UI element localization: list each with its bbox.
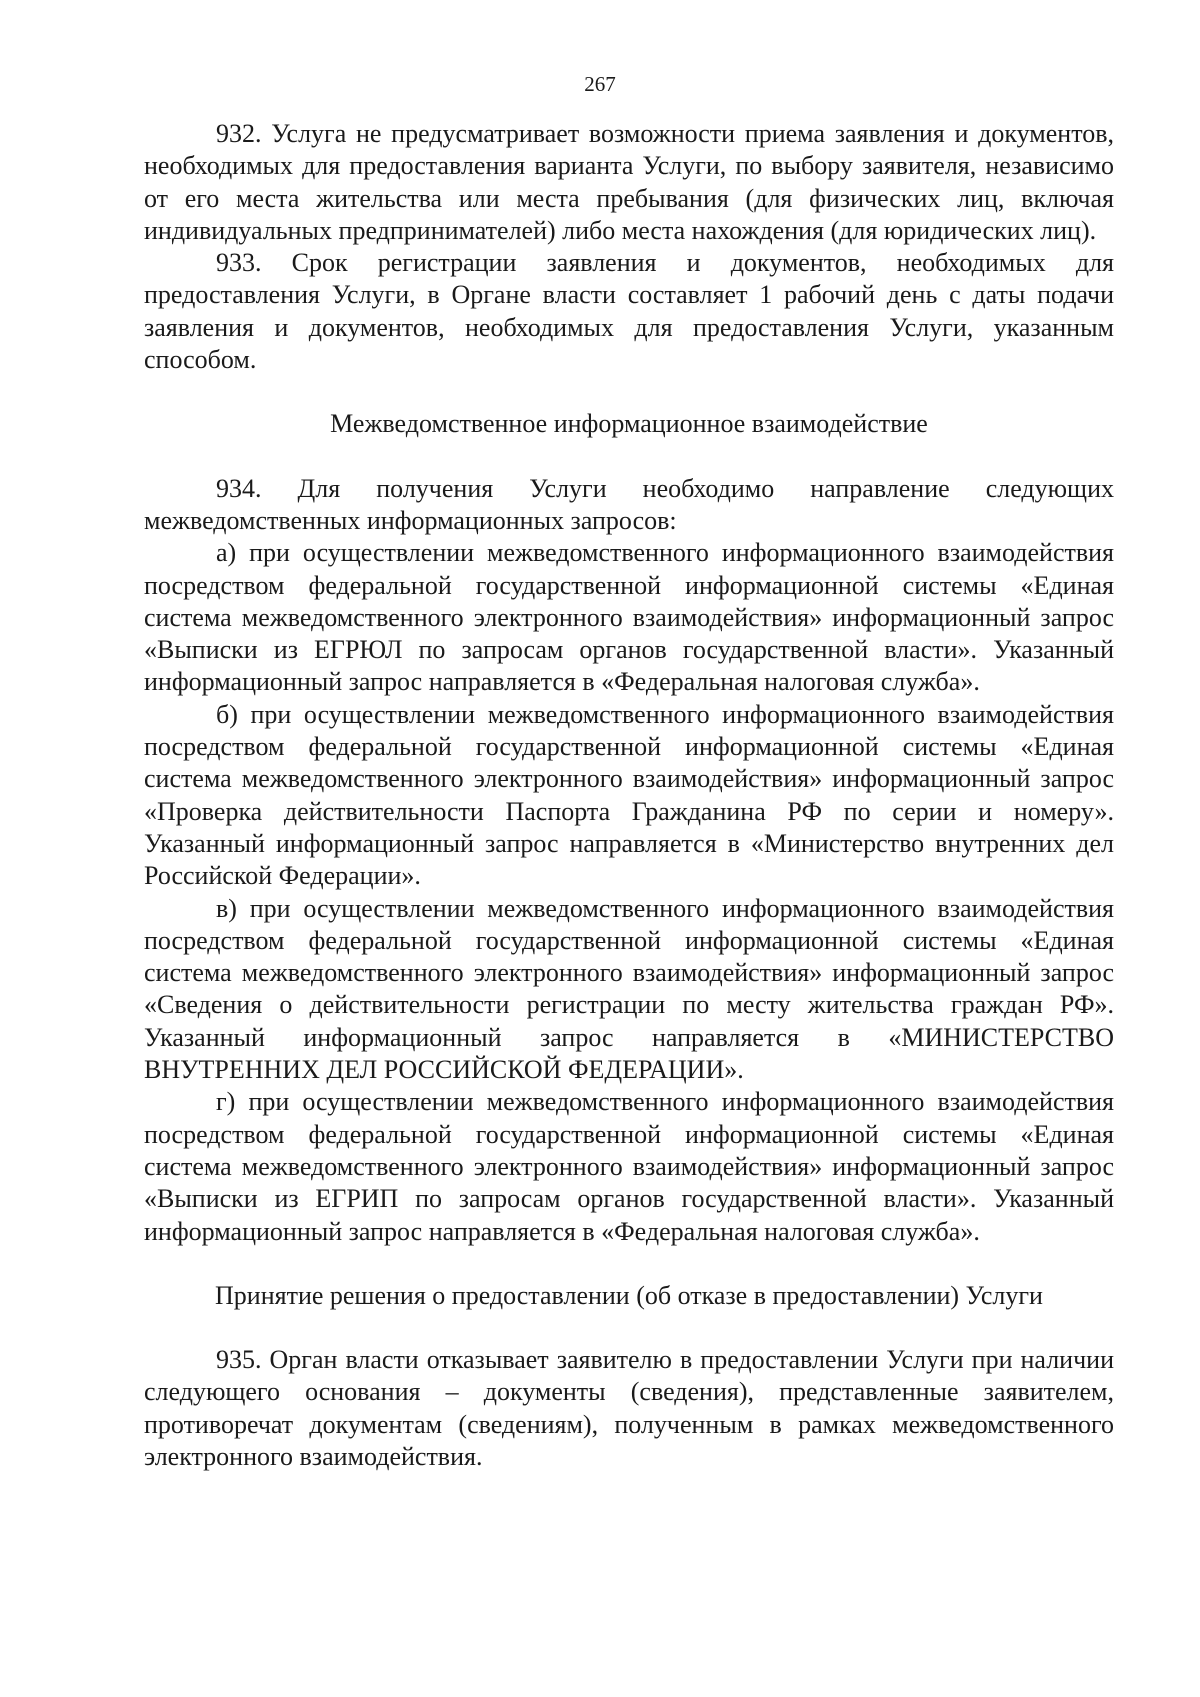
document-body <box>144 118 1114 1473</box>
paragraph-934-b: б) при осуществлении межведомственного информационного взаимодействия посредством федеральной государственной информационной системы «Единая система межведомственного электронного взаимодействия» информационный запрос «Проверка действительности Паспорта Гражданина РФ по серии и номеру». Указанный информационный запрос направляется в «Министерство внутренних дел Российской Федерации». <box>144 699 1114 891</box>
paragraph-933: 933. Срок регистрации заявления и документов, необходимых для предоставления Услуги, в Органе власти составляет 1 рабочий день с даты подачи заявления и документов, необходимых для предоставления Услуги, указанным способом. <box>144 248 1114 375</box>
paragraph-934-a: а) при осуществлении межведомственного информационного взаимодействия посредством федеральной государственной информационной системы «Единая система межведомственного электронного взаимодействия» информационный запрос «Выписки из ЕГРЮЛ по запросам органов государственной власти». Указанный информационный запрос направляется в «Федеральная налоговая служба». <box>144 538 1114 697</box>
page-number: 267 <box>584 72 616 96</box>
paragraph-935: 935. Орган власти отказывает заявителю в предоставлении Услуги при наличии следующего основания – документы (сведения), представленные заявителем, противоречат документам (сведениям), полученным в рамках межведомственного электронного взаимодействия. <box>144 1345 1114 1471</box>
section-heading-decision: Принятие решения о предоставлении (об отказе в предоставлении) Услуги <box>215 1280 1043 1310</box>
paragraph-934: 934. Для получения Услуги необходимо направление следующих межведомственных информационных запросов: <box>144 473 1114 535</box>
section-heading-interagency: Межведомственное информационное взаимодействие <box>330 409 928 439</box>
paragraph-934-v: в) при осуществлении межведомственного информационного взаимодействия посредством федеральной государственной информационной системы «Единая система межведомственного электронного взаимодействия» информационный запрос «Сведения о действительности регистрации по месту жительства граждан РФ». Указанный информационный запрос направляется в «МИНИСТЕРСТВО ВНУТРЕННИХ ДЕЛ РОССИЙСКОЙ ФЕДЕРАЦИИ». <box>144 893 1114 1085</box>
paragraph-934-g: г) при осуществлении межведомственного информационного взаимодействия посредством федеральной государственной информационной системы «Единая система межведомственного электронного взаимодействия» информационный запрос «Выписки из ЕГРИП по запросам органов государственной власти». Указанный информационный запрос направляется в «Федеральная налоговая служба». <box>144 1087 1114 1246</box>
paragraph-932: 932. Услуга не предусматривает возможности приема заявления и документов, необходимых для предоставления варианта Услуги, по выбору заявителя, независимо от его места жительства или места пребывания (для физических лиц, включая индивидуальных предпринимателей) либо места нахождения (для юридических лиц). <box>144 119 1114 245</box>
